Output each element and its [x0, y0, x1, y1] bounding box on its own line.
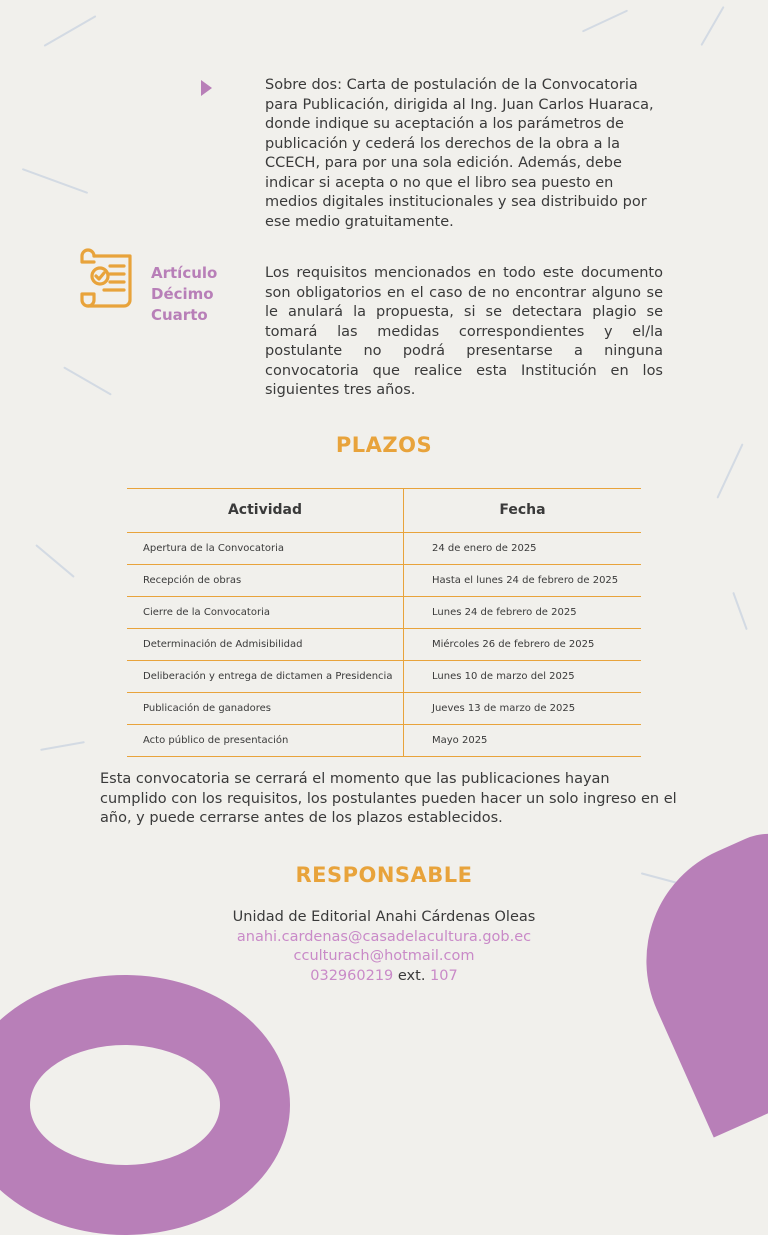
activity-cell: Recepción de obras: [127, 565, 404, 596]
paper-fiber: [40, 741, 85, 751]
article-title-line: Cuarto: [151, 306, 208, 324]
email-link[interactable]: anahi.cardenas@casadelacultura.gob.ec: [236, 928, 532, 945]
activity-cell: Determinación de Admisibilidad: [127, 629, 404, 660]
responsable-name: Unidad de Editorial Anahi Cárdenas Oleas: [232, 909, 536, 925]
article-paragraph: Los requisitos mencionados en todo este documento son obligatorios en el caso de no encontrar alguno se le anulará la propuesta, si se detectara plagio se tomará las medidas correspondientes y el/la postulante no podrá presentarse a ninguna convocatoria que realice esta Institución en los siguientes tres años.: [265, 265, 663, 398]
table-row: [127, 597, 641, 629]
paper-fiber: [732, 592, 748, 630]
date-cell: Lunes 10 de marzo del 2025: [432, 671, 575, 682]
date-cell: Hasta el lunes 24 de febrero de 2025: [432, 575, 619, 586]
header-activity: Actividad: [127, 489, 404, 532]
date-cell: Lunes 24 de febrero de 2025: [432, 607, 577, 618]
article-title-line: Décimo: [151, 285, 214, 303]
arrow-bullet-icon: [201, 80, 212, 96]
decorative-purple-ring: [0, 975, 290, 1235]
activity-cell: Apertura de la Convocatoria: [127, 533, 404, 564]
closing-paragraph: Esta convocatoria se cerrará el momento que las publicaciones hayan cumplido con los requisitos, los postulantes pueden hacer un solo ingreso en el año, y puede cerrarse antes de los plazos establecidos.: [100, 771, 677, 826]
document-scroll-icon: [80, 248, 140, 310]
table-row: [127, 565, 641, 597]
table-row: [127, 533, 641, 565]
date-cell: Miércoles 26 de febrero de 2025: [432, 639, 595, 650]
email-link[interactable]: cculturach@hotmail.com: [293, 948, 475, 964]
activity-cell: Deliberación y entrega de dictamen a Presidencia: [127, 661, 404, 692]
phone-number: 032960219: [310, 967, 394, 984]
header-date: Fecha: [499, 502, 546, 518]
ext-label: ext.: [397, 967, 426, 984]
responsable-heading: RESPONSABLE: [295, 863, 473, 887]
contact-block: [0, 908, 768, 986]
date-cell: Jueves 13 de marzo de 2025: [432, 703, 576, 714]
article-title: [151, 263, 251, 326]
table-header-row: [127, 489, 641, 533]
paper-fiber: [63, 366, 112, 395]
paper-fiber: [35, 544, 75, 578]
plazos-heading: PLAZOS: [335, 433, 433, 457]
plazos-table: [127, 488, 641, 757]
date-cell: 24 de enero de 2025: [432, 543, 537, 554]
paper-fiber: [44, 15, 97, 47]
table-row: [127, 693, 641, 725]
activity-cell: Publicación de ganadores: [127, 693, 404, 724]
table-row: [127, 661, 641, 693]
activity-cell: Acto público de presentación: [127, 725, 404, 756]
table-row: [127, 725, 641, 757]
intro-paragraph: Sobre dos: Carta de postulación de la Convocatoria para Publicación, dirigida al Ing. Juan Carlos Huaraca, donde indique su aceptación a los parámetros de publicación y cederá los derechos de la obra a la CCECH, para por una sola edición. Además, debe indicar si acepta o no que el libro sea puesto en medios digitales institucionales y sea distribuido por ese medio gratuitamente.: [265, 77, 654, 230]
paper-fiber: [22, 168, 88, 194]
article-title-line: Artículo: [151, 264, 218, 282]
phone-line: [0, 967, 768, 987]
ext-number: 107: [430, 967, 458, 984]
date-cell: Mayo 2025: [432, 735, 488, 746]
paper-fiber: [700, 6, 724, 46]
table-row: [127, 629, 641, 661]
activity-cell: Cierre de la Convocatoria: [127, 597, 404, 628]
paper-fiber: [582, 10, 628, 33]
